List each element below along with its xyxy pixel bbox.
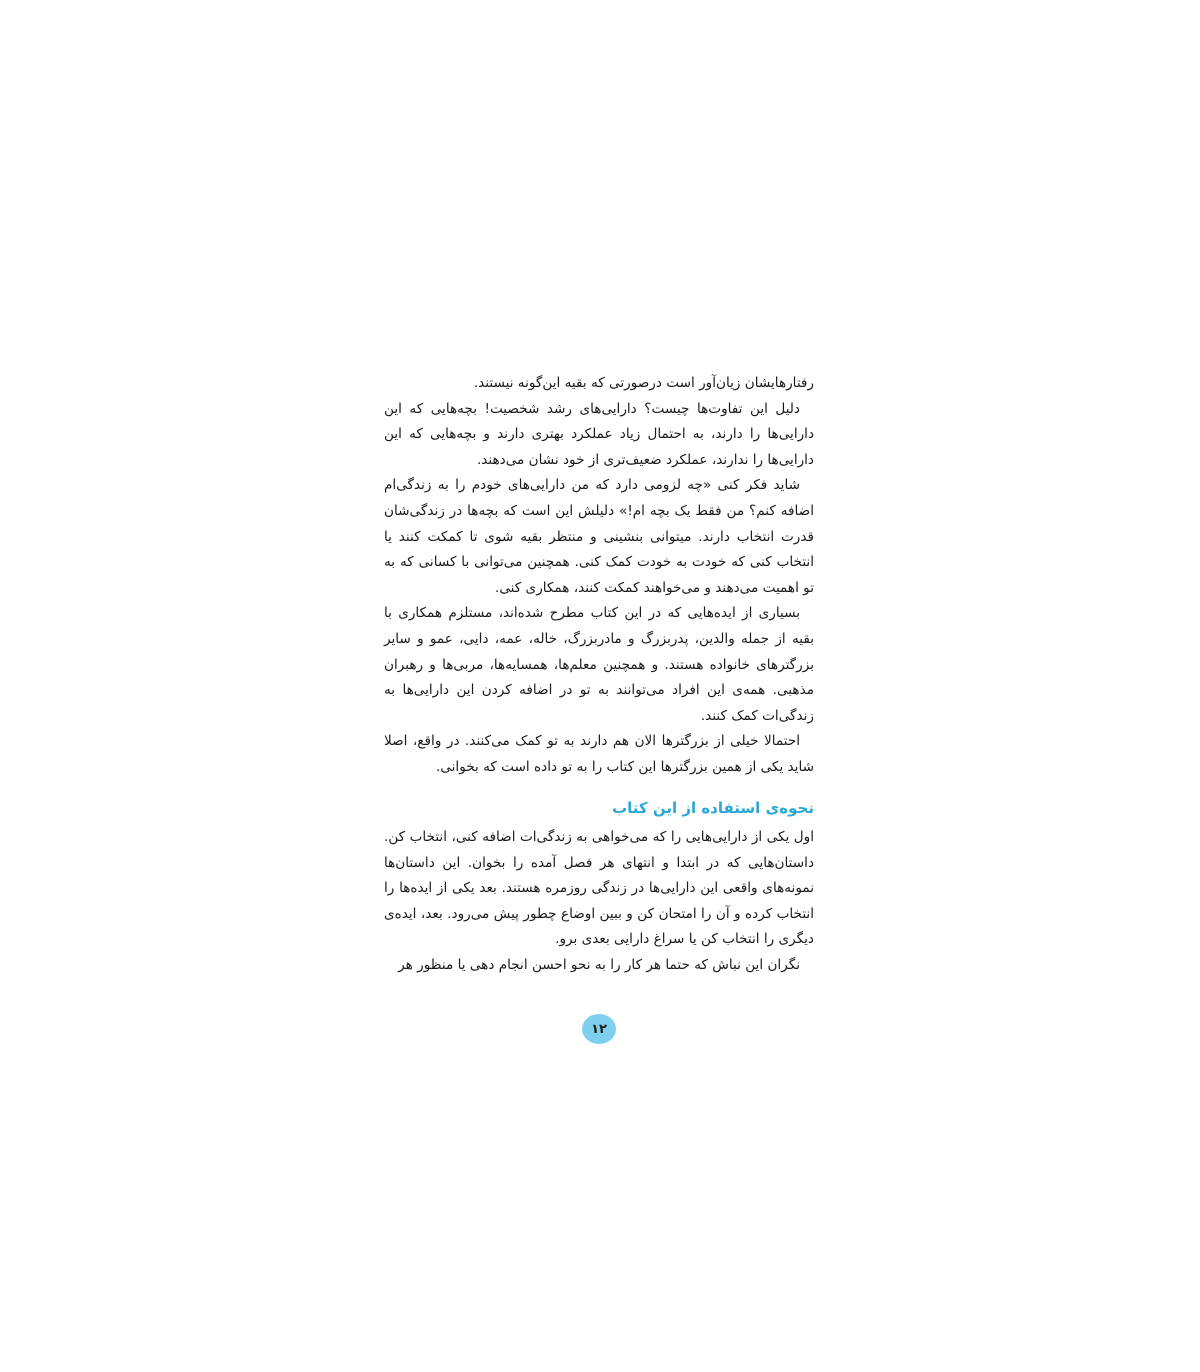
paragraph-3: شاید فکر کنی «چه لزومی دارد که من دارایی‌های خودم را به زندگی‌ام اضافه کنم؟ من فقط یک بچه ام!» دلیلش این است که بچه‌ها در زندگی‌شان قدرت انتخاب دارند. میتوانی بنشینی و منتظر بقیه شوی تا کمکت کنند یا انتخاب کنی که خودت به خودت کمک کنی. همچنین می‌توانی با کسانی که به تو اهمیت می‌دهند و می‌خواهند کمکت کنند، همکاری کنی. (384, 477, 814, 596)
paragraph-6: اول یکی از دارایی‌هایی را که می‌خواهی به زندگی‌ات اضافه کنی، انتخاب کن. داستان‌هایی که در ابتدا و انتهای هر فصل آمده را بخوان. این داستان‌ها نمونه‌های واقعی این دارایی‌ها در زندگی روزمره هستند. بعد یکی از ایده‌ها را انتخاب کرده و آن را امتحان کن و ببین اوضاع چطور پیش می‌رود. بعد، ایده‌ی دیگری را انتخاب کن یا سراغ دارایی بعدی برو. (384, 829, 814, 948)
paragraph-1: رفتارهایشان زیان‌آور است درصورتی که بقیه این‌گونه نیستند. (473, 375, 814, 391)
body-text-top (384, 371, 814, 781)
paragraph-7: نگران این نباش که حتما هر کار را به نحو احسن انجام دهی یا منظور هر (398, 956, 800, 973)
paragraph-4: بسیاری از ایده‌هایی که در این کتاب مطرح شده‌اند، مستلزم همکاری با بقیه از جمله والدین، پدربزرگ و مادربزرگ، خاله، عمه، دایی، عمو و سایر بزرگترهای خانواده هستند. و همچنین معلم‌ها، همسایه‌ها، مربی‌ها و رهبران مذهبی. همه‌ی این افراد می‌توانند به تو در اضافه کردن این دارایی‌ها به زندگی‌ات کمک کنند. (384, 605, 814, 724)
section-heading: نحوه‌ی استفاده از این کتاب (612, 799, 814, 817)
page-number-badge (582, 1014, 616, 1044)
paragraph-5: احتمالا خیلی از بزرگترها الان هم دارند به تو کمک می‌کنند. در واقع، اصلا شاید یکی از همین بزرگترها این کتاب را به تو داده است که بخوانی. (384, 733, 814, 775)
paragraph-2: دلیل این تفاوت‌ها چیست؟ دارایی‌های رشد شخصیت! بچه‌هایی که این دارایی‌ها را دارند، به احتمال زیاد عملکرد بهتری دارند و بچه‌هایی که این دارایی‌ها را ندارند، عملکرد ضعیف‌تری از خود نشان می‌دهند. (384, 400, 814, 468)
page-number: ۱۲ (591, 1021, 607, 1037)
body-text-bottom (384, 825, 814, 979)
